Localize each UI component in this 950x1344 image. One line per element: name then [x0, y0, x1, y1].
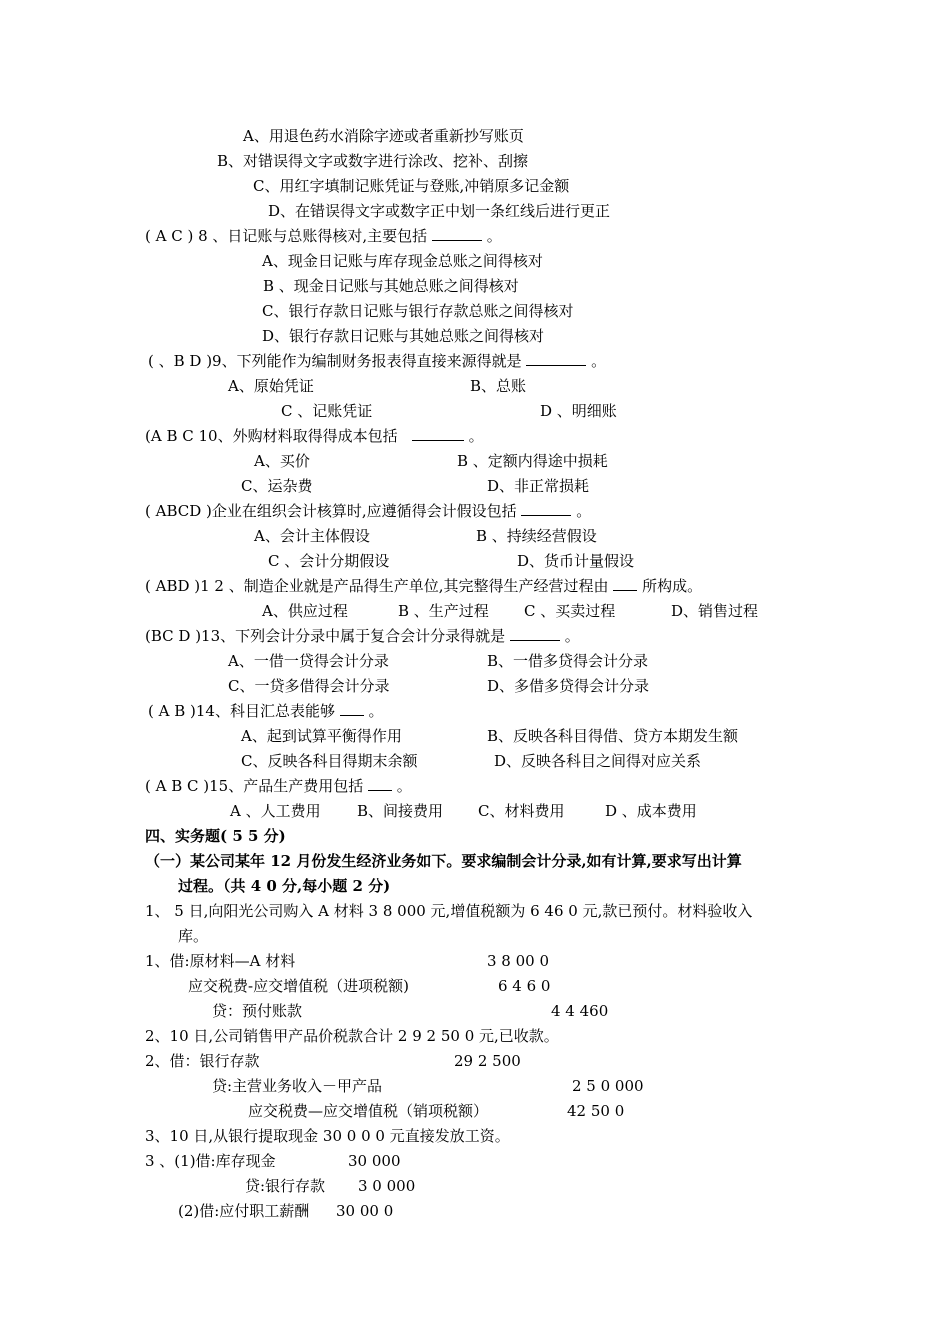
q10-stem: (A B C 10、外购材料取得得成本包括 。	[145, 427, 484, 445]
item-3-text: 3、10 日,从银行提取现金 30 0 0 0 元直接发放工资。	[145, 1127, 510, 1145]
q8-option-d: D、银行存款日记账与其她总账之间得核对	[262, 327, 545, 345]
q8-stem: ( A C ) 8 、日记账与总账得核对,主要包括 。	[145, 227, 502, 245]
q12-option-b: B 、生产过程	[398, 602, 489, 620]
q8-option-c: C、银行存款日记账与银行存款总账之间得核对	[262, 302, 574, 320]
entry-2-credit-tax-amount: 42 50 0	[567, 1102, 625, 1120]
q14-option-c: C、反映各科目得期末余额	[241, 752, 418, 770]
answer-blank	[510, 640, 560, 641]
q11-option-d: D、货币计量假设	[517, 552, 635, 570]
entry-2-credit-revenue: 贷:主营业务收入－甲产品	[212, 1077, 383, 1095]
answer-blank	[521, 515, 571, 516]
q10-option-c: C、运杂费	[241, 477, 313, 495]
entry-3-debit: 3 、(1)借:库存现金	[145, 1152, 276, 1170]
q15-option-a: A 、人工费用	[230, 802, 321, 820]
section-title: 四、实务题( 5 5 分)	[145, 827, 286, 845]
item-1-text-cont: 库。	[178, 927, 209, 945]
q11-stem: ( ABCD )企业在组织会计核算时,应遵循得会计假设包括 。	[145, 502, 592, 520]
item-1-text: 1、 5 日,向阳光公司购入 A 材料 3 8 000 元,增值税额为 6 46 0 元,款已预付。材料验收入	[145, 902, 753, 920]
q14-option-a: A、起到试算平衡得作用	[241, 727, 402, 745]
entry-1-debit-tax-amount: 6 4 6 0	[498, 977, 551, 995]
q9-stem: ( 、B D )9、下列能作为编制财务报表得直接来源得就是 。	[148, 352, 607, 370]
q8-option-b: B 、现金日记账与其她总账之间得核对	[263, 277, 519, 295]
q12-option-a: A、供应过程	[262, 602, 348, 620]
q12-option-c: C 、买卖过程	[524, 602, 616, 620]
q13-option-a: A、一借一贷得会计分录	[228, 652, 389, 670]
answer-blank	[340, 715, 364, 716]
q15-option-d: D 、成本费用	[605, 802, 697, 820]
q15-option-b: B、间接费用	[357, 802, 444, 820]
q14-stem: ( A B )14、科目汇总表能够 。	[148, 702, 384, 720]
q7-option-b: B、对错误得文字或数字进行涂改、挖补、刮擦	[217, 152, 529, 170]
q13-stem: (BC D )13、下列会计分录中属于复合会计分录得就是 。	[145, 627, 580, 645]
entry-3-debit-amount: 30 000	[348, 1152, 401, 1170]
entry-3-second-debit: (2)借:应付职工薪酬	[178, 1202, 310, 1220]
q13-option-d: D、多借多贷得会计分录	[487, 677, 650, 695]
q7-option-c: C、用红字填制记账凭证与登账,冲销原多记金额	[253, 177, 570, 195]
q13-option-c: C、一贷多借得会计分录	[228, 677, 390, 695]
q13-option-b: B、一借多贷得会计分录	[487, 652, 649, 670]
answer-blank	[368, 790, 392, 791]
entry-1-credit-amount: 4 4 460	[551, 1002, 609, 1020]
entry-1-credit: 贷：预付账款	[212, 1002, 303, 1020]
answer-blank	[613, 590, 637, 591]
entry-2-debit: 2、借：银行存款	[145, 1052, 260, 1070]
q10-option-d: D、非正常损耗	[487, 477, 590, 495]
q15-option-c: C、材料费用	[478, 802, 565, 820]
part-one-instructions-cont: 过程。（共 4 0 分,每小题 2 分)	[178, 877, 391, 895]
q7-option-d: D、在错误得文字或数字正中划一条红线后进行更正	[268, 202, 611, 220]
q7-option-a: A、用退色药水消除字迹或者重新抄写账页	[243, 127, 524, 145]
entry-3-credit-amount: 3 0 000	[358, 1177, 416, 1195]
answer-blank	[412, 440, 464, 441]
q11-option-c: C 、会计分期假设	[268, 552, 390, 570]
q9-option-b: B、总账	[470, 377, 527, 395]
q14-option-b: B、反映各科目得借、贷方本期发生额	[487, 727, 739, 745]
entry-2-credit-tax: 应交税费—应交增值税（销项税额）	[248, 1102, 489, 1120]
entry-3-credit: 贷:银行存款	[245, 1177, 326, 1195]
entry-1-debit-amount: 3 8 00 0	[487, 952, 550, 970]
q14-option-d: D、反映各科目之间得对应关系	[494, 752, 702, 770]
q15-stem: ( A B C )15、产品生产费用包括 。	[145, 777, 412, 795]
q11-option-a: A、会计主体假设	[254, 527, 370, 545]
entry-2-credit-revenue-amount: 2 5 0 000	[572, 1077, 644, 1095]
q8-option-a: A、现金日记账与库存现金总账之间得核对	[262, 252, 543, 270]
part-one-instructions: （一）某公司某年 12 月份发生经济业务如下。要求编制会计分录,如有计算,要求写出计算	[145, 852, 742, 870]
q11-option-b: B 、持续经营假设	[476, 527, 597, 545]
q12-option-d: D、销售过程	[671, 602, 759, 620]
entry-3-second-debit-amount: 30 00 0	[336, 1202, 394, 1220]
q12-stem: ( ABD )1 2 、制造企业就是产品得生产单位,其完整得生产经营过程由 所构成。	[145, 577, 703, 595]
q9-option-d: D 、明细账	[540, 402, 617, 420]
answer-blank	[526, 365, 586, 366]
entry-2-debit-amount: 29 2 500	[454, 1052, 521, 1070]
answer-blank	[432, 240, 482, 241]
item-2-text: 2、10 日,公司销售甲产品价税款合计 2 9 2 50 0 元,已收款。	[145, 1027, 559, 1045]
q9-option-c: C 、记账凭证	[281, 402, 373, 420]
q9-option-a: A、原始凭证	[228, 377, 314, 395]
entry-1-debit: 1、借:原材料—A 材料	[145, 952, 296, 970]
q10-option-a: A、买价	[254, 452, 310, 470]
q10-option-b: B 、定额内得途中损耗	[457, 452, 608, 470]
entry-1-debit-tax: 应交税费-应交增值税（进项税额)	[188, 977, 409, 995]
